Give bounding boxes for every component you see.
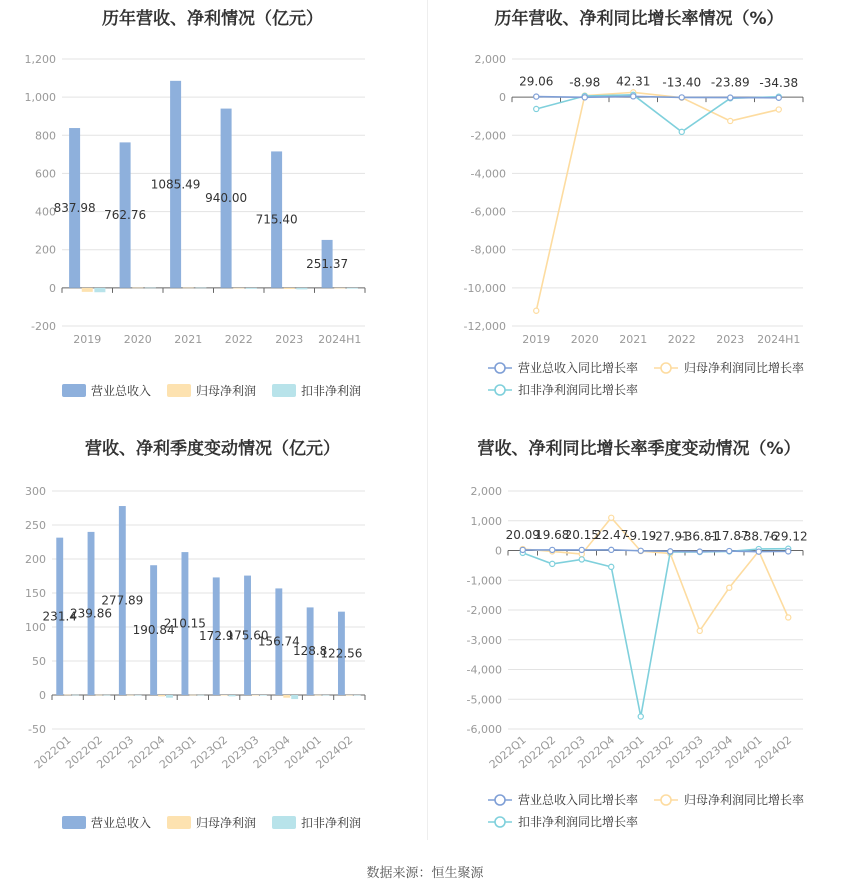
bar-data-label: 940.00 xyxy=(205,191,248,206)
bar-net-profit xyxy=(233,288,244,289)
y-tick-label: 400 xyxy=(35,205,56,219)
y-tick-label: -200 xyxy=(31,320,56,333)
bar-net-profit xyxy=(96,695,103,696)
x-tick-label: 2024Q1 xyxy=(282,733,324,772)
y-tick-label: -5,000 xyxy=(466,693,502,707)
series-point xyxy=(786,549,791,554)
legend-label: 归母净利润同比增长率 xyxy=(684,361,805,375)
bar-deducted-net-profit xyxy=(229,695,236,696)
x-tick-label: 2021 xyxy=(619,333,648,346)
bar-net-profit xyxy=(183,288,194,289)
y-tick-label: 800 xyxy=(35,129,56,143)
bar-data-label: 172.9 xyxy=(199,629,234,644)
bar-net-profit xyxy=(189,695,196,696)
bar-deducted-net-profit xyxy=(94,288,105,292)
legend-swatch xyxy=(272,384,296,397)
series-point xyxy=(727,548,732,553)
y-tick-label: 0 xyxy=(495,544,502,558)
bar-data-label: 251.37 xyxy=(306,256,349,271)
x-tick-label: 2023 xyxy=(275,333,304,346)
x-tick-label: 2024Q1 xyxy=(722,733,765,772)
x-tick-label: 2023Q3 xyxy=(219,733,262,772)
line-data-label: -29.12 xyxy=(768,529,808,544)
y-tick-label: 0 xyxy=(49,281,56,295)
x-tick-label: 2023Q4 xyxy=(250,733,293,772)
y-tick-label: -4,000 xyxy=(470,167,506,181)
series-line-0 xyxy=(536,96,779,97)
y-tick-label: -1,000 xyxy=(466,574,502,588)
series-point xyxy=(609,515,614,520)
legend-swatch xyxy=(62,384,86,397)
y-tick-label: -2,000 xyxy=(470,129,506,143)
y-tick-label: 200 xyxy=(25,553,46,566)
line-data-label: 42.31 xyxy=(616,74,651,89)
bar-net-profit xyxy=(82,288,93,292)
chart-title: 历年营收、净利同比增长率情况（%） xyxy=(494,9,784,29)
series-point xyxy=(728,95,733,100)
line-data-label: 29.06 xyxy=(519,74,554,89)
series-point xyxy=(727,585,732,590)
legend-swatch-marker xyxy=(661,363,671,373)
x-tick-label: 2019 xyxy=(522,333,551,346)
bar-data-label: 277.89 xyxy=(101,593,144,608)
legend-swatch xyxy=(272,816,296,829)
legend-label: 归母净利润 xyxy=(196,816,257,830)
bar-data-label: 210.15 xyxy=(163,616,206,631)
bar-data-label: 128.8 xyxy=(292,644,328,659)
line-data-label: 22.47 xyxy=(594,527,629,542)
x-tick-label: 2020 xyxy=(570,333,599,346)
series-point xyxy=(534,308,539,313)
bar-deducted-net-profit xyxy=(197,695,204,696)
bar-data-label: 156.74 xyxy=(257,634,300,649)
bar-deducted-net-profit xyxy=(246,288,257,289)
x-tick-label: 2022Q4 xyxy=(125,733,168,772)
annual-revenue-profit-chart xyxy=(0,0,425,410)
bar-net-profit xyxy=(132,288,143,289)
y-tick-label: 1,000 xyxy=(470,514,502,528)
x-tick-label: 2024Q2 xyxy=(752,733,795,772)
x-tick-label: 2019 xyxy=(73,333,102,346)
line-data-label: -38.76 xyxy=(739,529,779,544)
y-tick-label: -2,000 xyxy=(466,604,502,617)
legend-label: 扣非净利润 xyxy=(301,816,362,830)
series-point xyxy=(582,95,587,100)
bar-net-profit xyxy=(158,695,165,696)
bar-net-profit xyxy=(221,695,228,696)
chart-canvas xyxy=(0,0,425,410)
series-line-2 xyxy=(523,549,789,717)
quarterly-revenue-profit-chart xyxy=(0,428,425,848)
x-tick-label: 2023Q1 xyxy=(156,733,199,772)
x-tick-label: 2024H1 xyxy=(757,333,801,346)
x-tick-label: 2023Q3 xyxy=(663,733,706,772)
x-tick-label: 2023Q2 xyxy=(634,733,677,772)
bar-deducted-net-profit xyxy=(296,288,307,290)
series-point xyxy=(534,106,539,111)
bar-net-profit xyxy=(334,288,345,289)
x-tick-label: 2024H1 xyxy=(318,333,362,346)
bar-net-profit xyxy=(64,695,71,696)
bar-deducted-net-profit xyxy=(103,695,110,696)
series-point xyxy=(520,547,525,552)
bar-data-label: 1085.49 xyxy=(150,177,201,192)
series-point xyxy=(579,547,584,552)
series-point xyxy=(786,615,791,620)
bar-data-label: 715.40 xyxy=(255,212,298,227)
bar-data-label: 190.84 xyxy=(132,623,175,638)
legend-label: 扣非净利润 xyxy=(301,384,362,398)
y-tick-label: 250 xyxy=(25,519,46,532)
series-point xyxy=(550,547,555,552)
series-point xyxy=(679,95,684,100)
annual-growth-rate-chart xyxy=(428,0,850,410)
x-tick-label: 2022Q3 xyxy=(94,733,137,772)
x-tick-label: 2023 xyxy=(716,333,745,346)
x-tick-label: 2022Q1 xyxy=(31,733,74,772)
series-point xyxy=(776,95,781,100)
series-point xyxy=(668,549,673,554)
legend-swatch-marker xyxy=(495,385,505,395)
line-data-label: -23.89 xyxy=(710,75,750,90)
legend-label: 归母净利润同比增长率 xyxy=(684,793,805,807)
line-data-label: 20.09 xyxy=(505,527,540,542)
y-tick-label: 200 xyxy=(35,243,56,257)
series-point xyxy=(534,94,539,99)
line-data-label: -27.91 xyxy=(650,529,690,544)
y-tick-label: 0 xyxy=(39,689,46,702)
bar-data-label: 837.98 xyxy=(53,200,96,215)
x-tick-label: 2024Q2 xyxy=(313,733,356,772)
bar-net-profit xyxy=(127,695,134,696)
series-point xyxy=(679,129,684,134)
line-data-label: -8.98 xyxy=(569,75,601,90)
legend-swatch-marker xyxy=(495,795,505,805)
legend-swatch-marker xyxy=(661,795,671,805)
y-tick-label: -6,000 xyxy=(470,205,506,219)
y-tick-label: -3,000 xyxy=(466,633,502,647)
series-line-1 xyxy=(536,92,779,310)
bar-deducted-net-profit xyxy=(347,288,358,289)
legend-swatch-marker xyxy=(495,363,505,373)
legend-label: 扣非净利润同比增长率 xyxy=(518,383,639,397)
chart-title: 历年营收、净利情况（亿元） xyxy=(102,9,323,29)
y-tick-label: -50 xyxy=(28,723,46,736)
chart-canvas xyxy=(0,428,425,848)
bar-data-label: 122.56 xyxy=(320,646,363,661)
y-tick-label: -6,000 xyxy=(466,723,502,736)
legend-label: 扣非净利润同比增长率 xyxy=(518,815,639,829)
series-point xyxy=(579,557,584,562)
series-point xyxy=(550,561,555,566)
chart-title: 营收、净利同比增长率季度变动情况（%） xyxy=(477,439,801,459)
bar-net-profit xyxy=(346,695,353,696)
chart-canvas xyxy=(428,428,850,848)
x-tick-label: 2022Q3 xyxy=(545,733,588,772)
series-point xyxy=(638,548,643,553)
x-tick-label: 2020 xyxy=(123,333,152,346)
line-data-label: -13.40 xyxy=(662,75,702,90)
x-tick-label: 2022Q2 xyxy=(63,733,105,772)
legend-swatch xyxy=(62,816,86,829)
series-point xyxy=(697,549,702,554)
line-data-label: -34.38 xyxy=(759,75,799,90)
line-data-label: -9.19 xyxy=(625,528,657,543)
x-tick-label: 2023Q1 xyxy=(604,733,647,772)
line-data-label: -36.81 xyxy=(680,529,720,544)
y-tick-label: 2,000 xyxy=(474,53,506,66)
chart-canvas xyxy=(428,0,850,410)
x-tick-label: 2022 xyxy=(224,333,253,346)
x-tick-label: 2022Q4 xyxy=(575,733,618,772)
y-tick-label: -12,000 xyxy=(463,320,506,333)
legend-label: 营业总收入同比增长率 xyxy=(518,361,639,375)
y-tick-label: 300 xyxy=(25,485,46,498)
bar-deducted-net-profit xyxy=(72,695,79,696)
series-point xyxy=(728,118,733,123)
bar-net-profit xyxy=(284,288,295,289)
x-tick-label: 2022 xyxy=(667,333,696,346)
y-tick-label: 2,000 xyxy=(470,485,502,498)
legend-swatch xyxy=(167,384,191,397)
y-tick-label: 1,000 xyxy=(24,91,56,105)
legend-label: 营业总收入同比增长率 xyxy=(518,793,639,807)
bar-data-label: 239.86 xyxy=(70,606,113,621)
bar-deducted-net-profit xyxy=(323,695,330,696)
bar-data-label: 231.4 xyxy=(42,609,77,624)
bar-deducted-net-profit xyxy=(166,695,173,698)
series-point xyxy=(776,107,781,112)
bar-deducted-net-profit xyxy=(195,288,206,289)
y-tick-label: -4,000 xyxy=(466,663,502,677)
bar-data-label: 175.60 xyxy=(226,628,269,643)
bar-net-profit xyxy=(315,695,322,696)
bar-deducted-net-profit xyxy=(135,695,142,696)
quarterly-growth-rate-chart xyxy=(428,428,850,848)
series-point xyxy=(756,549,761,554)
series-point xyxy=(697,628,702,633)
legend-swatch-marker xyxy=(495,817,505,827)
bar-data-label: 762.76 xyxy=(104,208,147,223)
legend-label: 营业总收入 xyxy=(91,816,152,830)
y-tick-label: -8,000 xyxy=(470,243,506,257)
bar-net-profit xyxy=(283,695,290,698)
series-point xyxy=(638,714,643,719)
x-tick-label: 2022Q1 xyxy=(486,733,529,772)
legend-swatch xyxy=(167,816,191,829)
legend-label: 归母净利润 xyxy=(196,384,257,398)
x-tick-label: 2022Q2 xyxy=(516,733,559,772)
bar-deducted-net-profit xyxy=(354,695,361,696)
series-point xyxy=(609,547,614,552)
y-tick-label: 600 xyxy=(35,167,56,181)
bar-deducted-net-profit xyxy=(145,288,156,289)
line-data-label: 19.68 xyxy=(535,527,570,542)
line-data-label: -17.87 xyxy=(709,529,749,544)
y-tick-label: 100 xyxy=(25,621,46,634)
bar-net-profit xyxy=(252,695,259,696)
series-point xyxy=(631,94,636,99)
y-tick-label: 150 xyxy=(25,587,46,600)
y-tick-label: 50 xyxy=(32,655,46,668)
legend-label: 营业总收入 xyxy=(91,384,152,398)
x-tick-label: 2023Q4 xyxy=(693,733,736,772)
x-tick-label: 2021 xyxy=(174,333,203,346)
bar-deducted-net-profit xyxy=(291,695,298,699)
y-tick-label: 1,200 xyxy=(24,53,56,66)
line-data-label: 20.15 xyxy=(564,527,599,542)
x-tick-label: 2023Q2 xyxy=(188,733,231,772)
series-point xyxy=(609,564,614,569)
bar-deducted-net-profit xyxy=(260,695,267,696)
y-tick-label: -10,000 xyxy=(463,281,506,295)
data-source-note: 数据来源：恒生聚源 xyxy=(366,866,484,881)
y-tick-label: 0 xyxy=(499,91,506,105)
chart-title: 营收、净利季度变动情况（亿元） xyxy=(85,439,340,459)
